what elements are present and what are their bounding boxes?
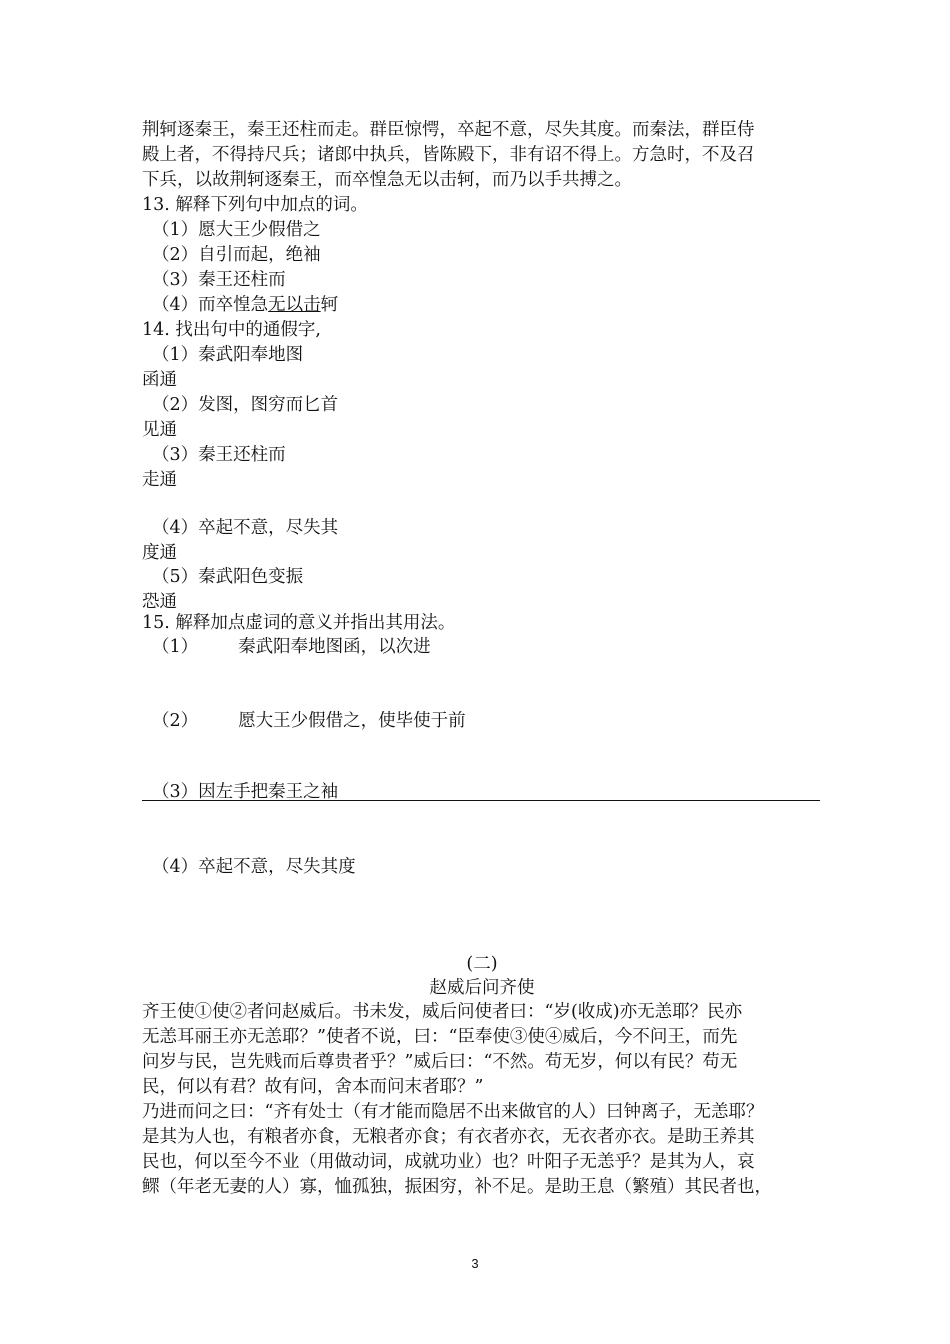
passage-line: 乃进而问之曰：“齐有处士（有才能而隐居不出来做官的人）曰钟离子，无恙耶？	[142, 1102, 764, 1122]
passage-line: 民也，何以至今不业（用做动词，成就功业）也？叶阳子无恙乎？是其为人，哀	[142, 1152, 755, 1172]
passage-line: 下兵，以故荆轲逐秦王，而卒惶急无以击轲，而乃以手共搏之。	[142, 170, 632, 190]
passage-line: 鳏（年老无妻的人）寡，恤孤独，振困穷，补不足。是助王息（繁殖）其民者也，	[142, 1177, 772, 1197]
item-number: （4）	[152, 857, 199, 877]
item-number: （2）	[152, 711, 199, 731]
question-15-item	[152, 635, 832, 659]
passage-line: 民，何以有君？故有问，舍本而问末者耶？”	[142, 1077, 484, 1097]
question-13-item: （1）愿大王少假借之	[152, 220, 321, 240]
question-13-item: （2）自引而起，绝袖	[152, 245, 321, 265]
underlined-words: 无以击	[268, 295, 321, 315]
question-14-title: 14. 找出句中的通假字,	[142, 320, 321, 340]
question-14-answer: 走通	[142, 470, 177, 490]
question-14-item: （1）秦武阳奉地图	[152, 345, 304, 365]
question-14-item: （3）秦王还柱而	[152, 445, 286, 465]
item-number: （3）	[152, 782, 199, 802]
question-14-answer: 度通	[142, 543, 177, 563]
passage-line: 问岁与民，岂先贱而后尊贵者乎？”威后曰：“不然。苟无岁，何以有民？苟无	[142, 1052, 738, 1072]
question-15-item	[152, 709, 832, 733]
passage-line: 齐王使①使②者问赵威后。书未发，威后问使者曰：“岁(收成)亦无恙耶？民亦	[142, 1002, 743, 1022]
question-14-item: （4）卒起不意，尽失其	[152, 518, 339, 538]
question-13-item	[152, 293, 832, 317]
question-15-item	[152, 855, 832, 879]
question-14-item: （5）秦武阳色变振	[152, 567, 304, 587]
section-title: 赵威后问齐使	[429, 978, 535, 998]
passage-line: 荆轲逐秦王，秦王还柱而走。群臣惊愕，卒起不意，尽失其度。而秦法，群臣侍	[142, 120, 755, 140]
page-number: 3	[471, 1256, 479, 1271]
section-number: (二)	[466, 954, 498, 974]
item-text: 秦武阳奉地图函，以次进	[238, 637, 431, 657]
item-text: （4）而卒惶急	[152, 295, 269, 315]
item-text: 轲	[320, 295, 339, 315]
passage-line: 无恙耳丽王亦无恙耶？”使者不说，曰：“臣奉使③使④威后，今不问王，而先	[142, 1027, 738, 1047]
passage-line: 是其为人也，有粮者亦食，无粮者亦食；有衣者亦衣，无衣者亦衣。是助王养其	[142, 1127, 755, 1147]
horizontal-rule	[142, 800, 820, 801]
item-text: 愿大王少假借之，使毕使于前	[238, 711, 466, 731]
item-text: 因左手把秦王之袖	[198, 782, 339, 802]
question-14-answer: 恐通	[142, 592, 177, 612]
question-14-answer: 函通	[142, 370, 177, 390]
question-13-item: （3）秦王还柱而	[152, 270, 286, 290]
item-number: （1）	[152, 637, 199, 657]
question-13-title: 13. 解释下列句中加点的词。	[142, 195, 368, 215]
question-14-answer: 见通	[142, 420, 177, 440]
passage-line: 殿上者，不得持尺兵；诸郎中执兵，皆陈殿下，非有诏不得上。方急时，不及召	[142, 145, 755, 165]
question-15-title: 15. 解释加点虚词的意义并指出其用法。	[142, 613, 456, 633]
item-text: 卒起不意，尽失其度	[198, 857, 356, 877]
question-14-item: （2）发图，图穷而匕首	[152, 395, 339, 415]
